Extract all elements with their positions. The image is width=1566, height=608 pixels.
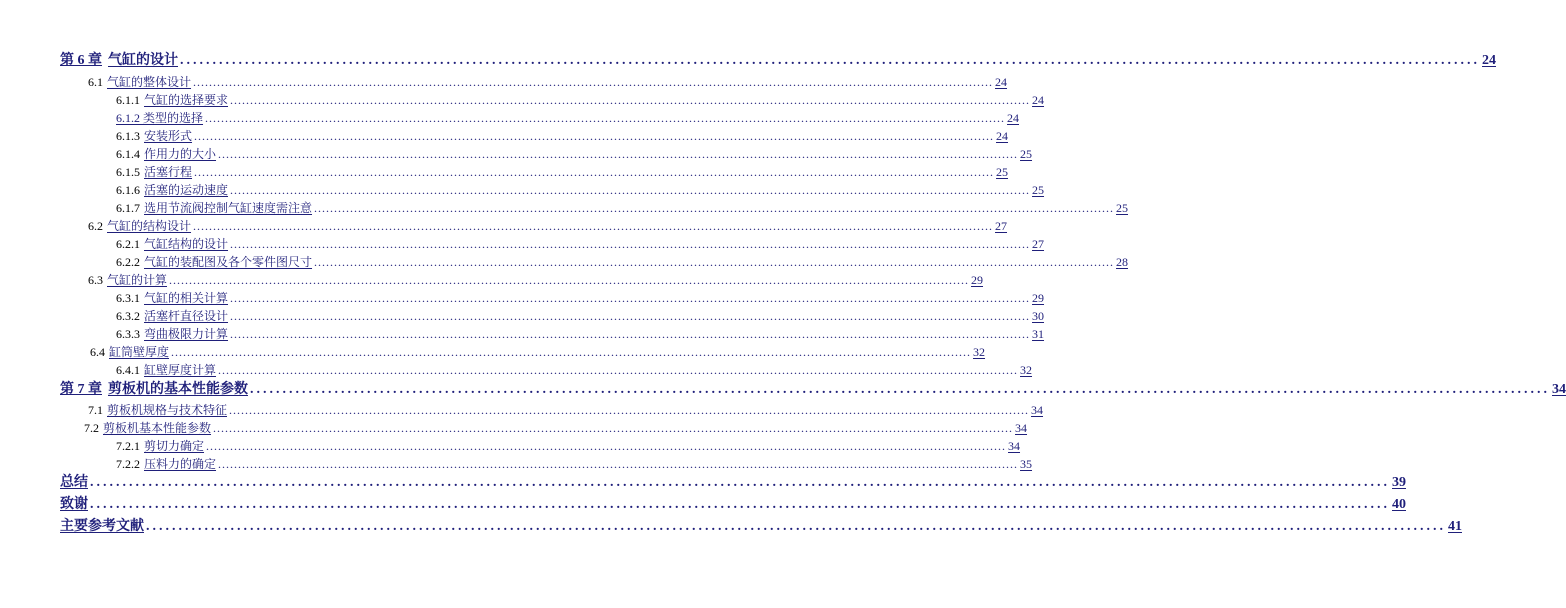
toc-entry[interactable] <box>116 201 1129 215</box>
toc-page-number[interactable]: 30 <box>1032 309 1045 323</box>
toc-page-number[interactable]: 32 <box>1020 363 1033 377</box>
toc-entry[interactable] <box>116 255 1129 269</box>
toc-page-number[interactable]: 39 <box>1392 475 1406 490</box>
toc-entry[interactable] <box>88 273 984 287</box>
toc-entry-title[interactable]: 选用节流阀控制气缸速度需注意 <box>144 201 313 215</box>
toc-entry[interactable] <box>116 129 1009 143</box>
toc-leader-dots: ........................................................................................................................................................................................................ <box>314 201 1115 215</box>
toc-page-number[interactable]: 32 <box>973 345 986 359</box>
toc-page-number[interactable]: 24 <box>996 129 1009 143</box>
toc-entry-number: 6.1 <box>88 75 103 89</box>
toc-entry[interactable] <box>116 291 1045 305</box>
toc-page-number[interactable]: 25 <box>996 165 1009 179</box>
toc-leader-dots: ........................................................................................................................................................................................................ <box>230 183 1031 197</box>
toc-leader-dots: ........................................................................................................................................................................................................ <box>180 53 1480 68</box>
toc-entry-number: 第 7 章 <box>60 382 102 397</box>
toc-leader-dots: ........................................................................................................................................................................................................ <box>230 237 1031 251</box>
toc-entry-title[interactable]: 气缸的选择要求 <box>144 93 229 107</box>
toc-leader-dots: ........................................................................................................................................................................................................ <box>230 291 1031 305</box>
toc-entry-title[interactable]: 气缸的装配图及各个零件图尺寸 <box>144 255 313 269</box>
toc-leader-dots: ........................................................................................................................................................................................................ <box>213 421 1014 435</box>
toc-entry-title[interactable]: 剪板机规格与技术特征 <box>107 403 228 417</box>
toc-entry[interactable] <box>84 421 1028 435</box>
toc-leader-dots: ........................................................................................................................................................................................................ <box>218 147 1019 161</box>
toc-entry-number: 6.1.1 <box>116 93 140 107</box>
toc-entry-title[interactable]: 缸筒壁厚度 <box>109 345 170 359</box>
toc-page-number[interactable]: 31 <box>1032 327 1045 341</box>
toc-entry-number: 6.1.5 <box>116 165 140 179</box>
toc-leader-dots: ........................................................................................................................................................................................................ <box>146 519 1446 534</box>
toc-entry[interactable] <box>116 439 1021 453</box>
toc-entry-number: 7.2.1 <box>116 439 140 453</box>
toc-page-number[interactable]: 27 <box>1032 237 1045 251</box>
toc-entry[interactable] <box>116 237 1045 251</box>
toc-entry[interactable] <box>116 183 1045 197</box>
toc-entry[interactable] <box>60 475 1406 490</box>
toc-page-number[interactable]: 27 <box>995 219 1008 233</box>
toc-entry-title[interactable]: 剪板机基本性能参数 <box>103 421 212 435</box>
toc-leader-dots: ........................................................................................................................................................................................................ <box>230 309 1031 323</box>
toc-entry-number: 6.3 <box>88 273 103 287</box>
toc-page-number[interactable]: 41 <box>1448 519 1462 534</box>
toc-entry-number: 6.4.1 <box>116 363 140 377</box>
toc-page-number[interactable]: 40 <box>1392 497 1406 512</box>
toc-entry-title[interactable]: 作用力的大小 <box>144 147 217 161</box>
toc-entry[interactable] <box>88 219 1008 233</box>
toc-leader-dots: ........................................................................................................................................................................................................ <box>229 403 1030 417</box>
toc-entry[interactable] <box>116 93 1045 107</box>
toc-page-number[interactable]: 25 <box>1032 183 1045 197</box>
toc-leader-dots: ........................................................................................................................................................................................................ <box>314 255 1115 269</box>
toc-page-number[interactable]: 24 <box>1007 111 1020 125</box>
toc-page-number[interactable]: 24 <box>995 75 1008 89</box>
toc-entry-number: 6.3.1 <box>116 291 140 305</box>
toc-entry-number: 6.2.2 <box>116 255 140 269</box>
toc-entry[interactable] <box>116 147 1033 161</box>
toc-entry[interactable] <box>60 53 1496 68</box>
toc-entry[interactable] <box>90 345 986 359</box>
toc-leader-dots: ........................................................................................................................................................................................................ <box>90 497 1390 512</box>
toc-entry-title[interactable]: 6.1.2 类型的选择 <box>116 111 204 125</box>
toc-entry-title[interactable]: 总结 <box>60 475 88 490</box>
toc-entry-number: 7.2.2 <box>116 457 140 471</box>
toc-entry-number: 7.1 <box>88 403 103 417</box>
toc-entry-number: 6.2 <box>88 219 103 233</box>
toc-entry-number: 6.1.6 <box>116 183 140 197</box>
toc-entry-title[interactable]: 缸壁厚度计算 <box>144 363 217 377</box>
toc-entry[interactable] <box>60 382 1566 397</box>
toc-entry[interactable] <box>60 519 1462 534</box>
toc-page-number[interactable]: 25 <box>1116 201 1129 215</box>
toc-entry-title[interactable]: 弯曲极限力计算 <box>144 327 229 341</box>
toc-entry-title[interactable]: 安装形式 <box>144 129 193 143</box>
toc-entry-number: 6.3.3 <box>116 327 140 341</box>
toc-entry-number: 6.1.4 <box>116 147 140 161</box>
toc-entry-title[interactable]: 气缸结构的设计 <box>144 237 229 251</box>
toc-entry-title[interactable]: 活塞的运动速度 <box>144 183 229 197</box>
toc-entry-title[interactable]: 压料力的确定 <box>144 457 217 471</box>
toc-page-number[interactable]: 34 <box>1008 439 1021 453</box>
toc-entry[interactable] <box>116 327 1045 341</box>
toc-leader-dots: ........................................................................................................................................................................................................ <box>250 382 1550 397</box>
toc-entry-number: 第 6 章 <box>60 53 102 68</box>
toc-leader-dots: ........................................................................................................................................................................................................ <box>230 327 1031 341</box>
toc-entry-number: 6.4 <box>90 345 105 359</box>
toc-leader-dots: ........................................................................................................................................................................................................ <box>218 457 1019 471</box>
toc-page-number[interactable]: 35 <box>1020 457 1033 471</box>
toc-page-number[interactable]: 25 <box>1020 147 1033 161</box>
toc-entry-title[interactable]: 气缸的设计 <box>108 53 178 68</box>
toc-leader-dots: ........................................................................................................................................................................................................ <box>171 345 972 359</box>
toc-page-number[interactable]: 28 <box>1116 255 1129 269</box>
toc-page-number[interactable]: 34 <box>1552 382 1566 397</box>
toc-leader-dots: ........................................................................................................................................................................................................ <box>206 439 1007 453</box>
toc-page-number[interactable]: 24 <box>1482 53 1496 68</box>
toc-entry[interactable] <box>116 457 1033 471</box>
toc-leader-dots: ........................................................................................................................................................................................................ <box>205 111 1006 125</box>
toc-entry-title[interactable]: 气缸的计算 <box>107 273 168 287</box>
toc-page-number[interactable]: 34 <box>1015 421 1028 435</box>
toc-leader-dots: ........................................................................................................................................................................................................ <box>90 475 1390 490</box>
toc-entry-title[interactable]: 主要参考文献 <box>60 519 144 534</box>
toc-leader-dots: ........................................................................................................................................................................................................ <box>169 273 970 287</box>
toc-entry-number: 6.3.2 <box>116 309 140 323</box>
toc-page-number[interactable]: 24 <box>1032 93 1045 107</box>
toc-entry-title[interactable]: 致谢 <box>60 497 88 512</box>
toc-entry[interactable] <box>88 403 1044 417</box>
toc-entry[interactable] <box>116 309 1045 323</box>
toc-entry-number: 6.1.3 <box>116 129 140 143</box>
toc-entry-title[interactable]: 剪切力确定 <box>144 439 205 453</box>
toc-leader-dots: ........................................................................................................................................................................................................ <box>193 219 994 233</box>
toc-entry-number: 6.2.1 <box>116 237 140 251</box>
toc-entry-title[interactable]: 活塞行程 <box>144 165 193 179</box>
toc-entry[interactable] <box>116 165 1009 179</box>
toc-entry-title[interactable]: 活塞杆直径设计 <box>144 309 229 323</box>
toc-page-number[interactable]: 29 <box>1032 291 1045 305</box>
toc-entry-title[interactable]: 剪板机的基本性能参数 <box>108 382 248 397</box>
toc-leader-dots: ........................................................................................................................................................................................................ <box>194 129 995 143</box>
toc-entry-title[interactable]: 气缸的相关计算 <box>144 291 229 305</box>
toc-leader-dots: ........................................................................................................................................................................................................ <box>193 75 994 89</box>
toc-page-number[interactable]: 34 <box>1031 403 1044 417</box>
toc-entry-number: 7.2 <box>84 421 99 435</box>
toc-page-number[interactable]: 29 <box>971 273 984 287</box>
toc-entry-number: 6.1.7 <box>116 201 140 215</box>
toc-leader-dots: ........................................................................................................................................................................................................ <box>194 165 995 179</box>
toc-entry-title[interactable]: 气缸的整体设计 <box>107 75 192 89</box>
toc-leader-dots: ........................................................................................................................................................................................................ <box>230 93 1031 107</box>
toc-entry[interactable] <box>88 75 1008 89</box>
toc-leader-dots: ........................................................................................................................................................................................................ <box>218 363 1019 377</box>
toc-entry[interactable] <box>116 111 1020 125</box>
toc-entry-title[interactable]: 气缸的结构设计 <box>107 219 192 233</box>
toc-entry[interactable] <box>116 363 1033 377</box>
toc-entry[interactable] <box>60 497 1406 512</box>
